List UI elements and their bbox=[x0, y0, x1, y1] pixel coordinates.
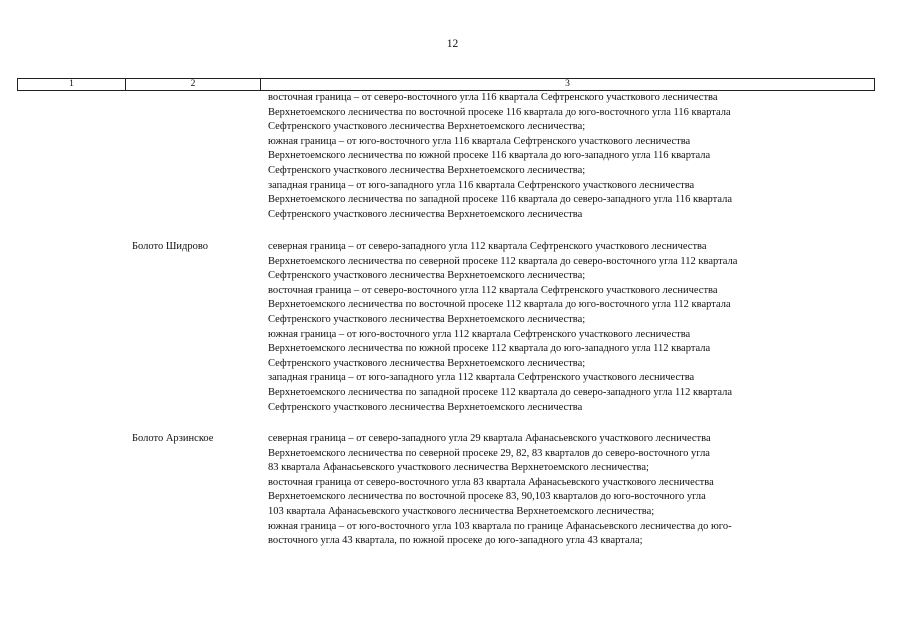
text-line: Сефтренского участкового лесничества Верхнетоемского лесничества; bbox=[268, 313, 586, 325]
section-arzinskoe-text bbox=[268, 432, 868, 549]
text-line: Сефтренского участкового лесничества Верхнетоемского лесничества bbox=[268, 401, 583, 413]
text-line: Верхнетоемского лесничества по восточной просеке 83, 90,103 кварталов до юго-восточного угла bbox=[268, 491, 706, 503]
section-shidrovo-text bbox=[268, 240, 868, 415]
text-line: южная граница – от юго-восточного угла 103 квартала по границе Афанасьевского лесничества до юго- bbox=[268, 520, 732, 532]
column-header-3: 3 bbox=[261, 79, 875, 91]
text-line: 83 квартала Афанасьевского участкового лесничества Верхнетоемского лесничества; bbox=[268, 462, 649, 474]
text-line: Верхнетоемского лесничества по восточной просеке 112 квартала до юго-восточного угла 112 квартала bbox=[268, 299, 731, 311]
text-line: южная граница – от юго-восточного угла 112 квартала Сефтренского участкового лесничества bbox=[268, 328, 691, 340]
column-header-1: 1 bbox=[18, 79, 126, 91]
text-line: Сефтренского участкового лесничества Верхнетоемского лесничества; bbox=[268, 164, 586, 176]
column-header-row bbox=[18, 79, 875, 91]
text-line: Верхнетоемского лесничества по южной просеке 112 квартала до юго-западного угла 112 квартала bbox=[268, 343, 711, 355]
text-line: Верхнетоемского лесничества по северной просеке 29, 82, 83 кварталов до северо-восточного угла bbox=[268, 447, 710, 459]
text-line: Сефтренского участкового лесничества Верхнетоемского лесничества; bbox=[268, 270, 586, 282]
section-name-shidrovo: Болото Шидрово bbox=[132, 241, 209, 252]
column-header-2: 2 bbox=[126, 79, 261, 91]
text-line: западная граница – от юго-западного угла 116 квартала Сефтренского участкового лесничества bbox=[268, 179, 695, 191]
text-line: северная граница – от северо-западного угла 29 квартала Афанасьевского участкового лесничества bbox=[268, 433, 711, 444]
text-line: Верхнетоемского лесничества по западной просеке 112 квартала до северо-западного угла 112 квартала bbox=[268, 386, 733, 398]
column-header-table bbox=[17, 78, 875, 91]
text-line: северная граница – от северо-западного угла 112 квартала Сефтренского участкового лесничества bbox=[268, 241, 707, 252]
text-line: восточная граница – от северо-восточного угла 112 квартала Сефтренского участкового лесничества bbox=[268, 284, 718, 296]
text-line: Сефтренского участкового лесничества Верхнетоемского лесничества; bbox=[268, 357, 586, 369]
text-line: восточная граница – от северо-восточного угла 116 квартала Сефтренского участкового лесничества bbox=[268, 92, 718, 103]
text-line: западная граница – от юго-западного угла 112 квартала Сефтренского участкового лесничества bbox=[268, 372, 695, 384]
text-line: Сефтренского участкового лесничества Верхнетоемского лесничества; bbox=[268, 121, 586, 133]
text-line: 103 квартала Афанасьевского участкового лесничества Верхнетоемского лесничества; bbox=[268, 505, 655, 517]
text-line: восточного угла 43 квартала, по южной просеке до юго-западного угла 43 квартала; bbox=[268, 535, 643, 547]
text-line: Верхнетоемского лесничества по северной просеке 112 квартала до северо-восточного угла 112 квартала bbox=[268, 255, 738, 267]
text-line: Верхнетоемского лесничества по южной просеке 116 квартала до юго-западного угла 116 квартала bbox=[268, 150, 711, 162]
section-name-arzinskoe: Болото Арзинское bbox=[132, 433, 214, 444]
text-line: восточная граница от северо-восточного угла 83 квартала Афанасьевского участкового лесничества bbox=[268, 476, 714, 488]
text-line: Сефтренского участкового лесничества Верхнетоемского лесничества bbox=[268, 208, 583, 220]
text-line: южная граница – от юго-восточного угла 116 квартала Сефтренского участкового лесничества bbox=[268, 135, 691, 147]
text-line: Верхнетоемского лесничества по западной просеке 116 квартала до северо-западного угла 116 квартала bbox=[268, 194, 733, 206]
page-number: 12 bbox=[446, 38, 459, 50]
section-continuation-text bbox=[268, 91, 868, 222]
text-line: Верхнетоемского лесничества по восточной просеке 116 квартала до юго-восточного угла 116 квартала bbox=[268, 106, 731, 118]
